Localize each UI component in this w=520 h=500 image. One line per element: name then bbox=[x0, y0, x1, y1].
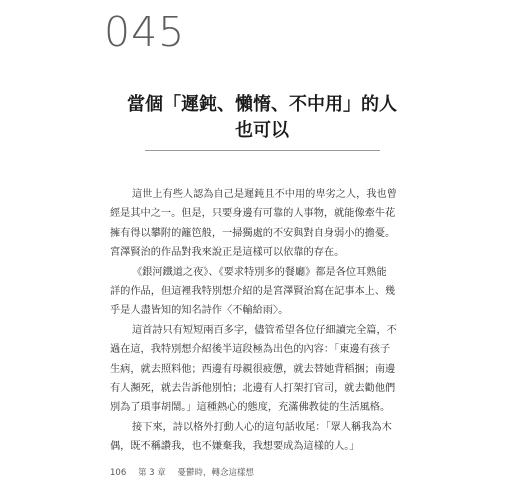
body-line: 有人瀕死，就去告訴他別怕；北邊有人打架打官司，就去勸他們 bbox=[110, 382, 396, 394]
body-line: 乎是人盡皆知的知名詩作〈不輸給雨〉。 bbox=[110, 305, 289, 317]
body-text bbox=[110, 185, 416, 456]
chapter-title: 憂鬱時，轉念這樣想 bbox=[177, 468, 254, 478]
body-line: 別為了瑣事胡鬧。」這種熱心的態度，充滿佛教徒的生活風格。 bbox=[110, 402, 391, 414]
chapter-label: 第 3 章 bbox=[137, 468, 166, 478]
title-line-2: 也可以 bbox=[235, 120, 289, 141]
body-line: 《銀河鐵道之夜》、《要求特別多的餐廳》都是各位耳熟能 bbox=[132, 266, 387, 278]
title-line-1: 當個「遲鈍、懶惰、不中用」的人 bbox=[127, 94, 397, 115]
body-line: 過在這，我特別想介紹後半這段極為出色的內容：「東邊有孩子 bbox=[110, 344, 391, 356]
page-footer bbox=[110, 466, 263, 478]
body-line: 經是其中之一。但是，只要身邊有可靠的人事物，就能像牽牛花 bbox=[110, 208, 396, 220]
body-line: 這首詩只有短短兩百多字，儘管希望各位仔細讀完全篇，不 bbox=[132, 324, 397, 336]
body-line: 接下來，詩以格外打動人心的這句話收尾：「眾人稱我為木 bbox=[132, 421, 392, 433]
body-line: 生病，就去照料他；西邊有母親很疲憊，就去替她背稻捆；南邊 bbox=[110, 363, 396, 375]
body-line: 擁有得以攀附的籬笆般，一掃獨處的不安與對自身弱小的擔憂。 bbox=[110, 227, 396, 239]
page-title bbox=[104, 92, 420, 144]
page-number: 106 bbox=[110, 468, 127, 478]
title-divider bbox=[145, 150, 380, 151]
body-line: 這世上有些人認為自己是遲鈍且不中用的卑劣之人，我也曾 bbox=[132, 189, 397, 200]
body-line: 偶，既不稱讚我，也不嫌棄我，我想要成為這樣的人。」 bbox=[110, 441, 360, 453]
body-line: 宮澤賢治的作品對我來說正是這樣可以依靠的存在。 bbox=[110, 247, 345, 259]
body-line: 詳的作品，但這裡我特別想介紹的是宮澤賢治寫在記事本上、幾 bbox=[110, 285, 396, 297]
chapter-number: 045 bbox=[104, 8, 186, 56]
